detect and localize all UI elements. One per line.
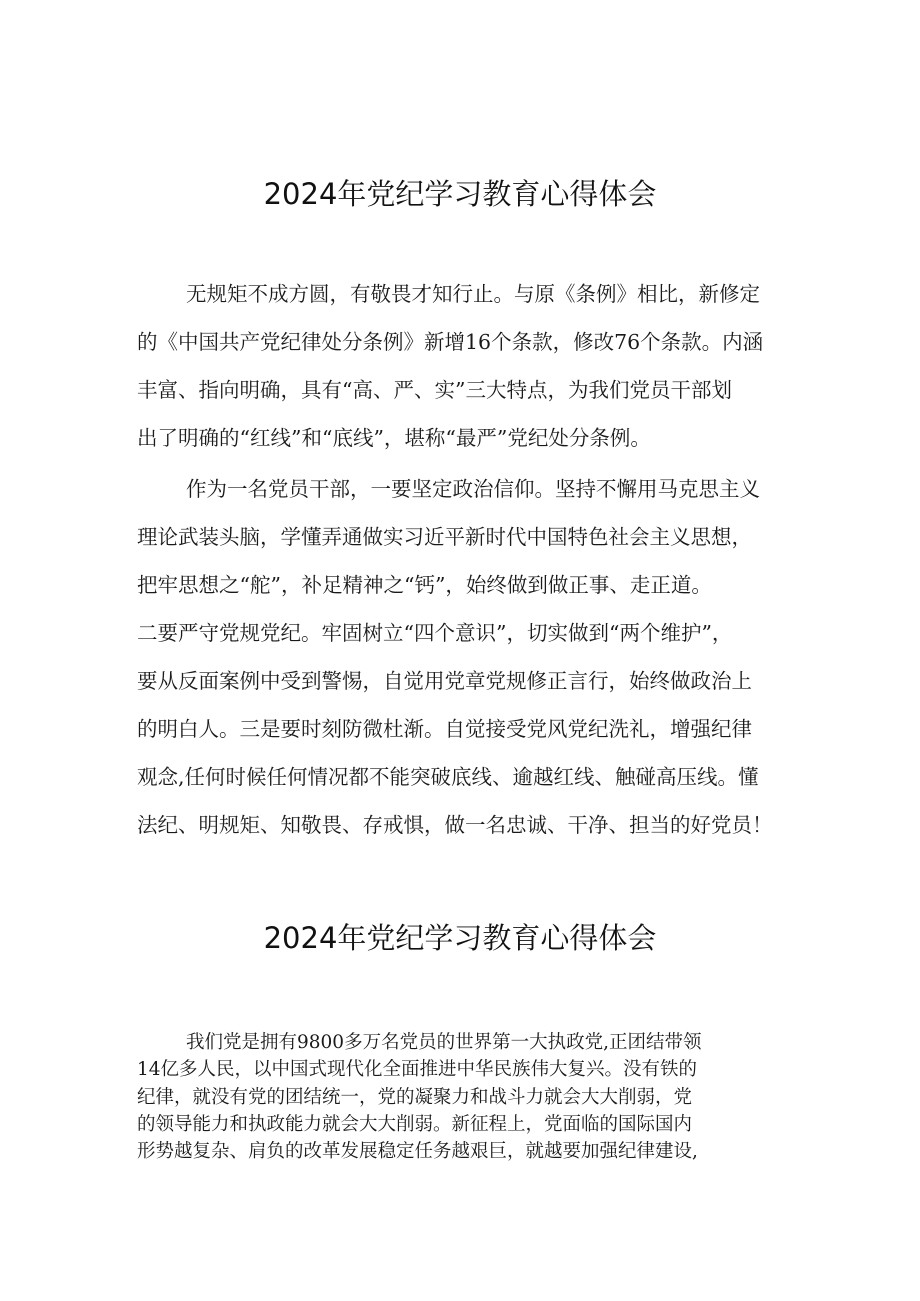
paragraph-line: 理论武装头脑，学懂弄通做实习近平新时代中国特色社会主义思想， [137, 525, 752, 549]
paragraph-line: 二要严守党规党纪。牢固树立“四个意识”，切实做到“两个维护”， [137, 621, 733, 645]
paragraph-line: 丰富、指向明确，具有“高、严、实”三大特点，为我们党员干部划 [137, 378, 732, 402]
paragraph-line: 的明白人。三是要时刻防微杜渐。自觉接受党风党纪洗礼，增强纪律 [137, 717, 752, 741]
essay-title: 2024年党纪学习教育心得体会 [263, 177, 657, 211]
paragraph-line: 出了明确的“红线”和“底线”，堪称“最严”党纪处分条例。 [137, 426, 651, 450]
paragraph-line: 我们党是拥有9800多万名党员的世界第一大执政党,正团结带领 [186, 1032, 702, 1053]
paragraph-line: 形势越复杂、肩负的改革发展稳定任务越艰巨，就越要加强纪律建设, [137, 1141, 698, 1162]
paragraph-line: 作为一名党员干部，一要坚定政治信仰。坚持不懈用马克思主义 [186, 477, 760, 501]
paragraph-line: 观念,任何时候任何情况都不能突破底线、逾越红线、触碰高压线。懂 [137, 765, 759, 789]
essay-title: 2024年党纪学习教育心得体会 [263, 921, 657, 955]
paragraph-line: 无规矩不成方圆，有敬畏才知行止。与原《条例》相比，新修定 [186, 282, 760, 306]
paragraph-line: 的领导能力和执政能力就会大大削弱。新征程上，党面临的国际国内 [137, 1114, 693, 1135]
paragraph-line: 的《中国共产党纪律处分条例》新增16个条款，修改76个条款。内涵 [137, 330, 764, 354]
paragraph-line: 要从反面案例中受到警惕，自觉用党章党规修正言行，始终做政治上 [137, 669, 752, 693]
paragraph-line: 法纪、明规矩、知敬畏、存戒惧，做一名忠诚、干净、担当的好党员！ [137, 813, 773, 837]
paragraph-line: 14亿多人民，以中国式现代化全面推进中华民族伟大复兴。没有铁的 [137, 1059, 698, 1080]
paragraph-line: 纪律，就没有党的团结统一，党的凝聚力和战斗力就会大大削弱，党 [137, 1087, 693, 1108]
paragraph-line: 把牢思想之“舵”，补足精神之“钙”，始终做到做正事、走正道。 [137, 573, 712, 597]
